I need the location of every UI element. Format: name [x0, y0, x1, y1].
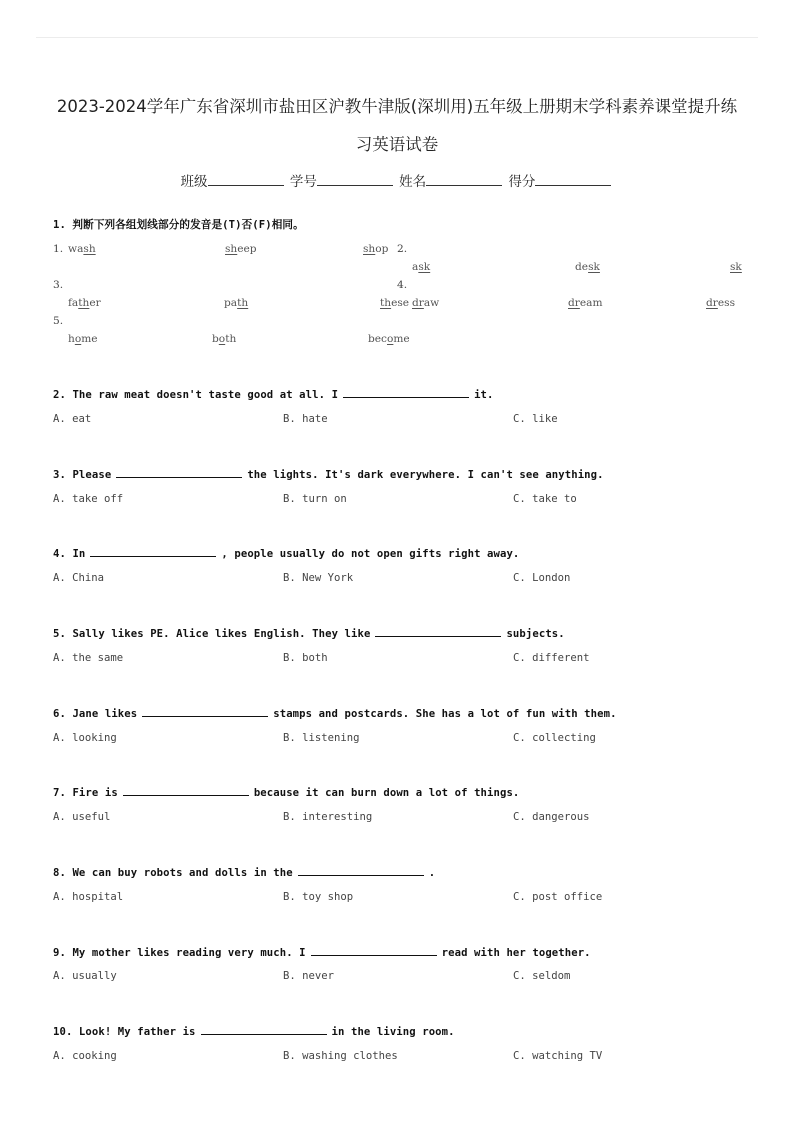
top-divider: [36, 37, 758, 38]
question-3-option-a[interactable]: A. take off: [53, 493, 124, 505]
student-info-line: [0, 170, 794, 190]
q1-word: sheep: [225, 243, 257, 255]
question-10-option-a[interactable]: A. cooking: [53, 1050, 117, 1062]
question-5-option-b[interactable]: B. both: [283, 652, 328, 664]
q1-word: dress: [706, 297, 736, 309]
question-4-option-b[interactable]: B. New York: [283, 572, 354, 584]
student-number-label: 学号: [289, 174, 317, 190]
answer-blank[interactable]: [142, 706, 268, 717]
q1-word: both: [212, 333, 237, 345]
student-number-blank[interactable]: [317, 171, 393, 186]
question-2-option-b[interactable]: B. hate: [283, 413, 328, 425]
question-10-option-b[interactable]: B. washing clothes: [283, 1050, 398, 1062]
answer-blank[interactable]: [123, 785, 249, 796]
question-9-option-a[interactable]: A. usually: [53, 970, 117, 982]
question-3-option-c[interactable]: C. take to: [513, 493, 577, 505]
question-6-option-a[interactable]: A. looking: [53, 732, 117, 744]
q1-group-4-num: 4.: [397, 279, 408, 291]
title-line-2: 习英语试卷: [355, 135, 439, 154]
question-3-stem: 3. Please the lights. It's dark everywhere. I can't see anything.: [53, 469, 604, 481]
question-7-option-a[interactable]: A. useful: [53, 811, 111, 823]
question-2-option-c[interactable]: C. like: [513, 413, 558, 425]
answer-blank[interactable]: [311, 945, 437, 956]
q1-word: path: [224, 297, 249, 309]
score-blank[interactable]: [535, 171, 611, 186]
q1-stem: 1. 判断下列各组划线部分的发音是(T)否(F)相同。: [53, 219, 304, 231]
question-7-option-b[interactable]: B. interesting: [283, 811, 373, 823]
question-9-option-c[interactable]: C. seldom: [513, 970, 571, 982]
question-2-stem: 2. The raw meat doesn't taste good at all. I it.: [53, 389, 494, 401]
question-4-option-a[interactable]: A. China: [53, 572, 105, 584]
question-10-option-c[interactable]: C. watching TV: [513, 1050, 603, 1062]
name-blank[interactable]: [426, 171, 502, 186]
q1-word: father: [68, 297, 101, 309]
class-label: 班级: [180, 174, 208, 190]
q1-group-3-num: 3.: [53, 279, 64, 291]
score-label: 得分: [508, 174, 536, 190]
answer-blank[interactable]: [375, 626, 501, 637]
q1-word: become: [368, 333, 410, 345]
question-10-stem: 10. Look! My father is in the living room.: [53, 1026, 455, 1038]
q1-group-2-num: 2.: [397, 243, 408, 255]
class-blank[interactable]: [208, 171, 284, 186]
q1-group-5-num: 5.: [53, 315, 64, 327]
answer-blank[interactable]: [90, 546, 216, 557]
q1-group-1-num: 1.: [53, 243, 64, 255]
q1-word: home: [68, 333, 98, 345]
q1-word: dream: [568, 297, 603, 309]
question-5-stem: 5. Sally likes PE. Alice likes English. They like subjects.: [53, 628, 565, 640]
question-6-option-c[interactable]: C. collecting: [513, 732, 596, 744]
q1-word: shop: [363, 243, 389, 255]
exam-title: [40, 88, 754, 164]
answer-blank[interactable]: [116, 467, 242, 478]
question-8-stem: 8. We can buy robots and dolls in the .: [53, 867, 436, 879]
q1-word: draw: [412, 297, 440, 309]
question-5-option-a[interactable]: A. the same: [53, 652, 124, 664]
q1-word: wash: [68, 243, 96, 255]
question-4-stem: 4. In , people usually do not open gifts right away.: [53, 548, 520, 560]
question-9-option-b[interactable]: B. never: [283, 970, 335, 982]
name-label: 姓名: [399, 174, 427, 190]
question-5-option-c[interactable]: C. different: [513, 652, 590, 664]
answer-blank[interactable]: [201, 1024, 327, 1035]
question-6-option-b[interactable]: B. listening: [283, 732, 360, 744]
q1-word: desk: [575, 261, 600, 273]
title-line-1: 2023-2024学年广东省深圳市盐田区沪教牛津版(深圳用)五年级上册期末学科素养课堂提升练: [56, 97, 738, 116]
question-2-option-a[interactable]: A. eat: [53, 413, 92, 425]
question-3-option-b[interactable]: B. turn on: [283, 493, 347, 505]
question-8-option-a[interactable]: A. hospital: [53, 891, 124, 903]
question-8-option-b[interactable]: B. toy shop: [283, 891, 354, 903]
answer-blank[interactable]: [298, 865, 424, 876]
question-4-option-c[interactable]: C. London: [513, 572, 571, 584]
question-6-stem: 6. Jane likes stamps and postcards. She has a lot of fun with them.: [53, 708, 617, 720]
answer-blank[interactable]: [343, 387, 469, 398]
question-8-option-c[interactable]: C. post office: [513, 891, 603, 903]
question-7-stem: 7. Fire is because it can burn down a lot of things.: [53, 787, 520, 799]
question-7-option-c[interactable]: C. dangerous: [513, 811, 590, 823]
q1-word: sk: [730, 261, 742, 273]
q1-word: these: [380, 297, 410, 309]
question-9-stem: 9. My mother likes reading very much. I read with her together.: [53, 947, 591, 959]
q1-word: ask: [412, 261, 431, 273]
